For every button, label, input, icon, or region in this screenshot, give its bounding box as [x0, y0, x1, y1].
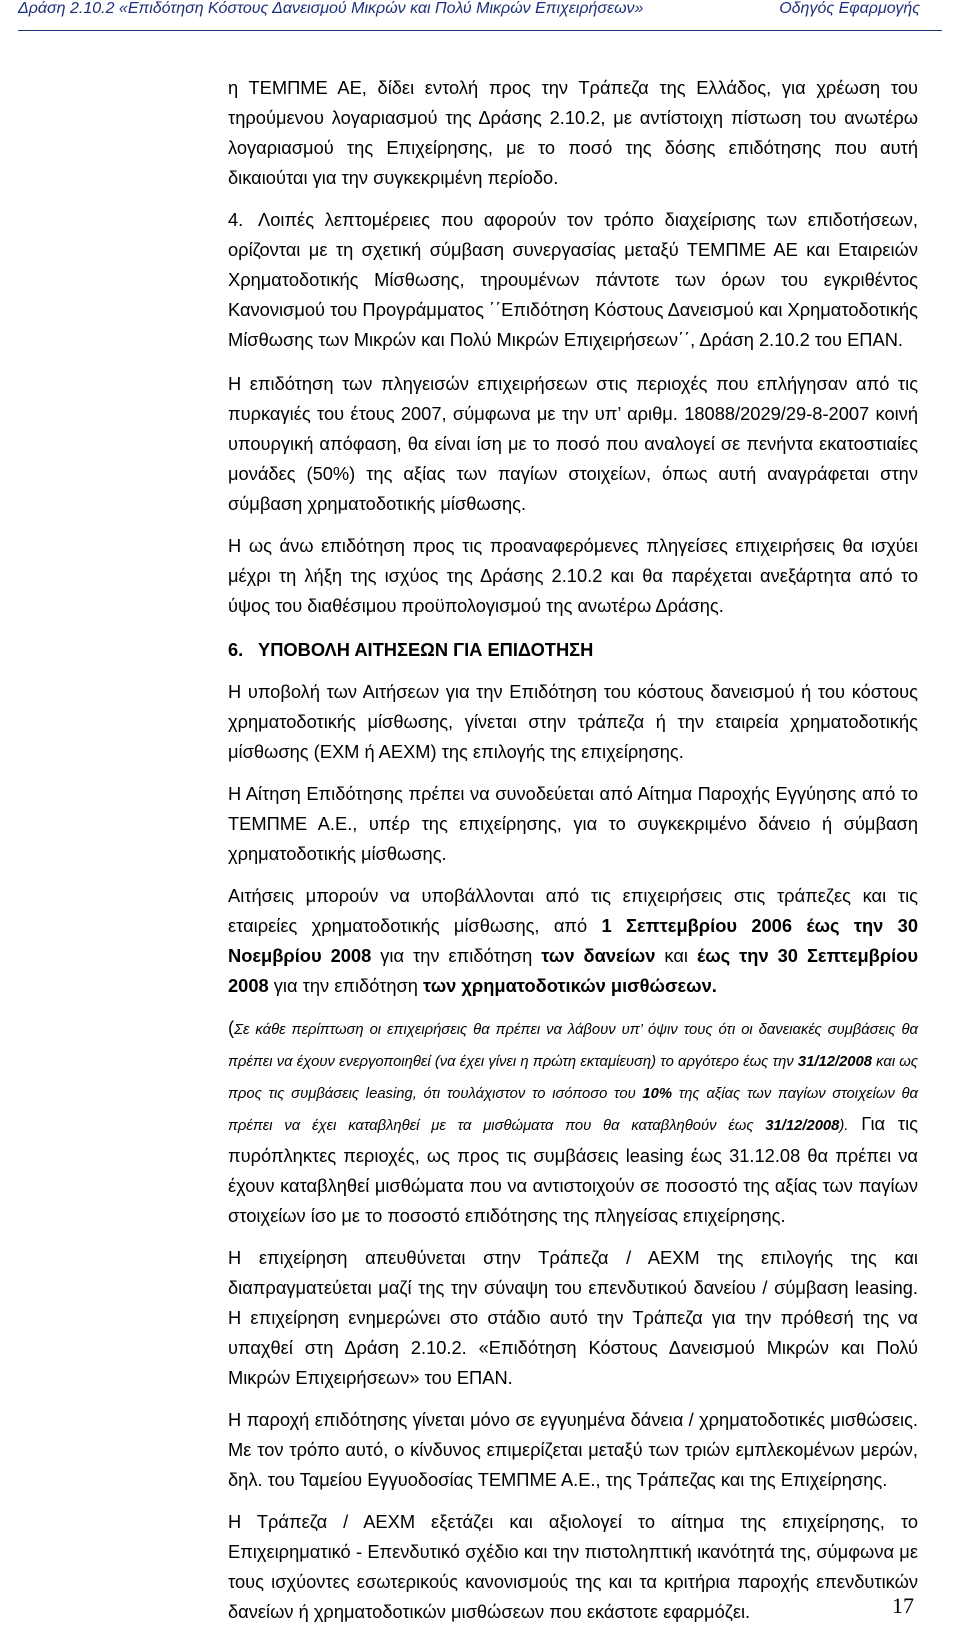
section-number: 6.	[228, 639, 244, 660]
text-run: για την επιδότηση	[371, 945, 542, 966]
paragraph: Η Αίτηση Επιδότησης πρέπει να συνοδεύεται από Αίτημα Παροχής Εγγύησης από το ΤΕΜΠΜΕ Α.Ε., υπέρ της επιχείρησης, για το συγκεκριμένο δάνειο ή σύμβαση χρηματοδοτικής μίσθωσης.	[228, 783, 918, 864]
page-header	[18, 0, 942, 31]
italic-run: Σε κάθε περίπτωση οι επιχειρήσεις θα πρέπει να λάβουν υπ’ όψιν τους ότι οι δανειακές συμβάσεις θα πρέπει να έχουν ενεργοποιηθεί (να έχει γίνει η πρώτη εκταμίευση) το αργότερο έως την	[228, 1022, 918, 1070]
page-number: 17	[892, 1593, 914, 1618]
italic-run: της αξίας των παγίων στοιχείων θα πρέπει να έχει καταβληθεί με τα μισθώματα που θα καταβληθούν έως	[228, 1086, 918, 1134]
text-run: Για τις πυρόπληκτες περιοχές, ως προς τις συμβάσεις leasing έως 31.12.08 θα πρέπει να έχουν καταβληθεί μισθώματα που να αντιστοιχούν σε ποσοστό της αξίας των παγίων στοιχείων ίσο με το ποσοστό επιδότησης της πληγείσας επιχείρησης.	[228, 1113, 918, 1226]
paragraph: Η ως άνω επιδότηση προς τις προαναφερόμενες πληγείσες επιχειρήσεις θα ισχύει μέχρι τη λήξη της ισχύος της Δράσης 2.10.2 και θα παρέχεται ανεξάρτητα από το ύψος του διαθέσιμου προϋπολογισμού της ανωτέρω Δράσης.	[228, 535, 918, 616]
text-run: και	[655, 945, 697, 966]
paragraph: Η υποβολή των Αιτήσεων για την Επιδότηση του κόστους δανεισμού ή του κόστους χρηματοδοτικής μίσθωσης, γίνεται στην τράπεζα ή την εταιρεία χρηματοδοτικής μίσθωσης (ΕΧΜ ή ΑΕΧΜ) της επιλογής της επιχείρησης.	[228, 681, 918, 762]
italic-run: ).	[839, 1118, 849, 1134]
text-run: (	[228, 1017, 235, 1038]
section-heading	[228, 635, 918, 665]
section-title: ΥΠΟΒΟΛΗ ΑΙΤΗΣΕΩΝ ΓΙΑ ΕΠΙΔΟΤΗΣΗ	[258, 639, 594, 660]
italic-run: και ως προς τις συμβάσεις leasing, ότι τουλάχιστον το ισόποσο του	[228, 1054, 919, 1102]
bold-italic-run: 31/12/2008	[797, 1054, 872, 1070]
paragraph: Η επιδότηση των πληγεισών επιχειρήσεων στις περιοχές που επλήγησαν από τις πυρκαγιές του έτους 2007, σύμφωνα με την υπ’ αριθμ. 18088/2029/29-8-2007 κοινή υπουργική απόφαση, θα είναι ίση με το ποσό που αναλογεί σε πενήντα εκατοστιαίες μονάδες (50%) της αξίας των παγίων στοιχείων, όπως αυτή αναγράφεται στην σύμβαση χρηματοδοτικής μίσθωσης.	[228, 373, 918, 514]
paragraph: Η επιχείρηση απευθύνεται στην Τράπεζα / ΑΕΧΜ της επιλογής της και διαπραγματεύεται μαζί της την σύναψη του επενδυτικού δανείου / σύμβαση leasing. Η επιχείρηση ενημερώνει στο στάδιο αυτό την Τράπεζα για την πρόθεσή της να υπαχθεί στη Δράση 2.10.2. «Επιδότηση Κόστους Δανεισμού Μικρών και Πολύ Μικρών Επιχειρήσεων» του ΕΠΑΝ.	[228, 1247, 918, 1388]
bold-run: έως την 30 Σεπτεμβρίου 2008	[228, 945, 918, 996]
header-title: Δράση 2.10.2 «Επιδότηση Κόστους Δανεισμού Μικρών και Πολύ Μικρών Επιχειρήσεων»	[18, 0, 644, 17]
list-item-4	[228, 205, 918, 355]
paragraph-submission-dates	[228, 881, 918, 1001]
paragraph-note	[228, 1013, 918, 1231]
paragraph: η ΤΕΜΠΜΕ ΑΕ, δίδει εντολή προς την Τράπεζα της Ελλάδος, για χρέωση του τηρούμενου λογαριασμού της Δράσης 2.10.2, με αντίστοιχη πίστωση του ανωτέρω λογαριασμού της Επιχείρησης, με το ποσό της δόσης επιδότησης που αυτή δικαιούται για την συγκεκριμένη περίοδο.	[228, 77, 918, 188]
paragraph: Η παροχή επιδότησης γίνεται μόνο σε εγγυημένα δάνεια / χρηματοδοτικές μισθώσεις. Με τον τρόπο αυτό, ο κίνδυνος επιμερίζεται μεταξύ των τριών εμπλεκομένων μερών, δηλ. του Ταμείου Εγγυοδοσίας ΤΕΜΠΜΕ Α.Ε., της Τράπεζας και της Επιχείρησης.	[228, 1409, 918, 1490]
text-run: Αιτήσεις μπορούν να υποβάλλονται από τις επιχειρήσεις στις τράπεζες και τις εταιρείες χρηματοδοτικής μίσθωσης, από	[228, 885, 918, 936]
list-item-number: 4.	[228, 209, 244, 230]
bold-run: των χρηματοδοτικών μισθώσεων.	[423, 975, 717, 996]
text-run: για την επιδότηση	[268, 975, 424, 996]
bold-run: των δανείων	[541, 945, 656, 966]
bold-italic-run: 31/12/2008	[765, 1118, 840, 1134]
document-body	[228, 73, 918, 1627]
list-item-text: Λοιπές λεπτομέρειες που αφορούν τον τρόπο διαχείρισης των επιδοτήσεων, ορίζονται με τη σχετική σύμβαση συνεργασίας μεταξύ ΤΕΜΠΜΕ ΑΕ και Εταιρειών Χρηματοδοτικής Μίσθωσης, τηρουμένων πάντοτε των όρων του εγκριθέντος Κανονισμού του Προγράμματος ΄΄Επιδότηση Κόστους Δανεισμού και Χρηματοδοτικής Μίσθωσης των Μικρών και Πολύ Μικρών Επιχειρήσεων΄΄, Δράση 2.10.2 του ΕΠΑΝ.	[228, 209, 918, 350]
header-guide-label: Οδηγός Εφαρμογής	[779, 0, 920, 17]
paragraph: Η Τράπεζα / ΑΕΧΜ εξετάζει και αξιολογεί το αίτημα της επιχείρησης, το Επιχειρηματικό - Επενδυτικό σχέδιο και την πιστοληπτική ικανότητά της, σύμφωνα με τους ισχύοντες εσωτερικούς κανονισμούς της και τα κριτήρια παροχής επενδυτικών δανείων ή χρηματοδοτικών μισθώσεων που εκάστοτε εφαρμόζει.	[228, 1511, 918, 1622]
bold-italic-run: 10%	[642, 1086, 673, 1102]
bold-run: 1 Σεπτεμβρίου 2006 έως την 30 Νοεμβρίου 2008	[228, 915, 918, 966]
